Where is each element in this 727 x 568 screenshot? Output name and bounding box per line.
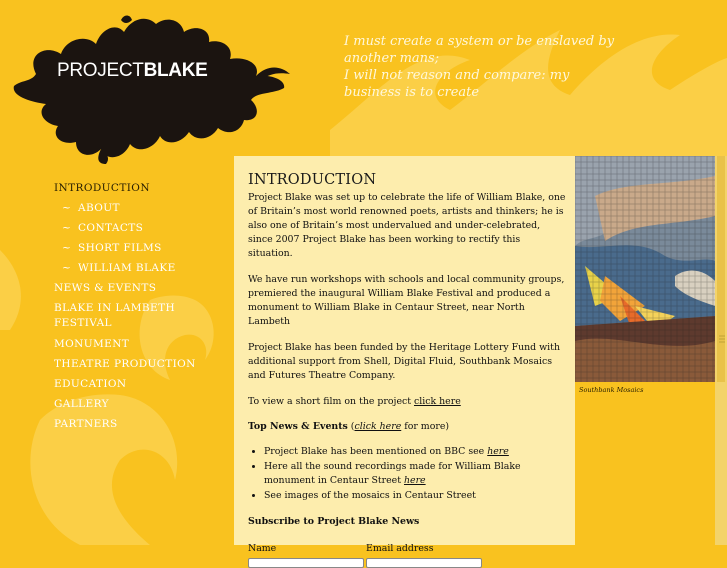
- news-item-bbc: [264, 445, 564, 459]
- logo-word-project: PROJECT: [57, 60, 144, 81]
- email-label: Email address: [366, 543, 434, 554]
- nav-news-events[interactable]: [54, 281, 224, 295]
- recordings-here-link[interactable]: here: [403, 475, 426, 486]
- logo-word-blake: BLAKE: [143, 60, 208, 81]
- nav-introduction[interactable]: [54, 181, 224, 195]
- news-paren-close: for more): [401, 421, 450, 432]
- news-paren-open: (: [347, 421, 355, 432]
- quote-line: I will not reason and compare: my: [344, 68, 570, 83]
- subscribe-heading: Subscribe to Project Blake News: [248, 516, 420, 527]
- email-field-group: [366, 543, 484, 568]
- news-item-text: Project Blake has been mentioned on BBC see: [264, 446, 488, 457]
- nav-about[interactable]: [54, 201, 224, 215]
- name-input[interactable]: [248, 558, 364, 568]
- quote-line: business is to create: [344, 85, 480, 100]
- bbc-here-link[interactable]: here: [487, 446, 509, 457]
- news-item-mosaics[interactable]: [264, 489, 564, 503]
- news-item-text: Here all the sound recordings made for William Blake monument in Centaur Street: [264, 461, 521, 486]
- news-heading: Top News & Events: [248, 421, 348, 432]
- tilde-icon: ~: [62, 222, 72, 234]
- project-blake-logo[interactable]: [6, 14, 290, 164]
- tilde-icon: ~: [62, 202, 72, 214]
- vertical-scrollbar[interactable]: [715, 156, 727, 545]
- tilde-icon: ~: [62, 262, 72, 274]
- quote-line: I must create a system or be enslaved by: [344, 34, 615, 49]
- nav-education[interactable]: [54, 377, 224, 391]
- news-list: [264, 445, 564, 503]
- name-field-group: [248, 543, 366, 568]
- nav-label: SHORT FILMS: [78, 242, 162, 254]
- image-caption: Southbank Mosaics: [579, 386, 644, 394]
- subscribe-form: [248, 543, 575, 568]
- nav-label: PARTNERS: [54, 418, 118, 430]
- quote-line: another mans;: [344, 51, 440, 66]
- name-label: Name: [248, 543, 277, 554]
- nav-theatre-production[interactable]: [54, 357, 224, 371]
- nav-label: WILLIAM BLAKE: [78, 262, 176, 274]
- nav-label: CONTACTS: [78, 222, 144, 234]
- page-title: INTRODUCTION: [248, 172, 377, 188]
- nav-contacts[interactable]: [54, 221, 224, 235]
- nav-label: MONUMENT: [54, 338, 130, 350]
- nav-label: ABOUT: [78, 202, 120, 214]
- news-item-recordings: [264, 460, 564, 488]
- email-input[interactable]: [366, 558, 482, 568]
- nav-label: BLAKE IN LAMBETH: [54, 302, 176, 314]
- short-film-text: To view a short film on the project: [248, 396, 414, 407]
- nav-william-blake[interactable]: [54, 261, 224, 275]
- content-panel: [234, 156, 575, 554]
- logo-wordmark[interactable]: [57, 60, 208, 82]
- nav-label: NEWS & EVENTS: [54, 282, 157, 294]
- nav-label: FESTIVAL: [54, 317, 112, 329]
- header-quote: [344, 33, 615, 101]
- nav-blake-in-lambeth-festival[interactable]: [54, 301, 224, 331]
- nav-short-films[interactable]: [54, 241, 224, 255]
- main-nav: [54, 181, 224, 437]
- news-more-link[interactable]: click here: [354, 421, 402, 432]
- short-film-line: [248, 395, 566, 409]
- nav-gallery[interactable]: [54, 397, 224, 411]
- nav-label: THEATRE PRODUCTION: [54, 358, 196, 370]
- funding-paragraph: Project Blake has been funded by the Heritage Lottery Fund with additional support from Shell, Digital Fluid, Southbank Mosaics and Futures Theatre Company.: [248, 342, 560, 381]
- short-film-link[interactable]: click here: [413, 396, 461, 407]
- mosaic-image: [575, 156, 715, 382]
- intro-paragraph: Project Blake was set up to celebrate the life of William Blake, one of Britain’s most world renowned poets, artists and thinkers; he is also one of Britain’s most undervalued and under-celebrated, since 2007 Project Blake has been working to rectify this situation.: [248, 192, 566, 259]
- nav-label: GALLERY: [54, 398, 109, 410]
- nav-partners[interactable]: [54, 417, 224, 431]
- workshops-paragraph: We have run workshops with schools and local community groups, premiered the inaugural William Blake Festival and produced a monument to William Blake in Centaur Street, near North Lambeth: [248, 274, 565, 327]
- nav-monument[interactable]: [54, 337, 224, 351]
- tilde-icon: ~: [62, 242, 72, 254]
- nav-label: EDUCATION: [54, 378, 127, 390]
- nav-label: INTRODUCTION: [54, 182, 150, 194]
- news-item-text: See images of the mosaics in Centaur Street: [264, 490, 476, 501]
- news-heading-line: [248, 420, 566, 434]
